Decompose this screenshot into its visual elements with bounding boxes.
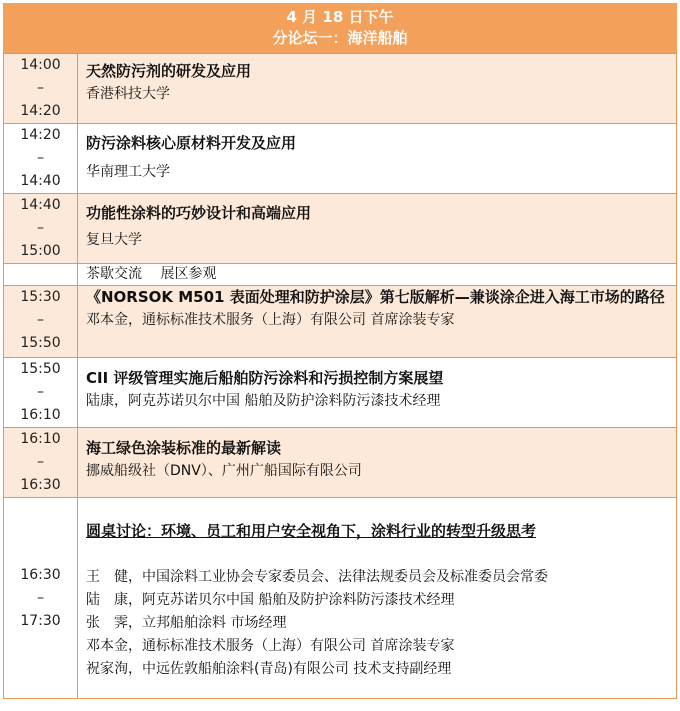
time-cell [4, 498, 78, 699]
time-dash: – [37, 454, 44, 470]
content-cell [78, 428, 677, 498]
session-title: CII 评级管理实施后船舶防污涂料和污损控制方案展望 [86, 369, 444, 387]
forum-label: 分论坛一：海洋船舶 [272, 29, 408, 47]
panelist: 张 霁，立邦船舶涂料 市场经理 [86, 615, 287, 631]
session-title: 防污涂料核心原材料开发及应用 [86, 134, 297, 152]
end-time: 14:20 [20, 103, 61, 119]
session-row [4, 124, 677, 194]
end-time: 16:30 [20, 477, 61, 493]
panelist: 王 健，中国涂料工业协会专家委员会、法律法规委员会及标准委员会常委 [86, 569, 548, 585]
session-title: 功能性涂料的巧妙设计和高端应用 [86, 204, 312, 222]
time-cell [4, 428, 78, 498]
time-cell [4, 358, 78, 428]
end-time: 14:40 [20, 173, 61, 189]
content-cell [78, 124, 677, 194]
time-dash: – [37, 384, 44, 400]
content-cell [78, 286, 677, 358]
time-dash: – [37, 150, 44, 166]
content-cell [78, 358, 677, 428]
session-org: 邓本金，通标标准技术服务（上海）有限公司 首席涂装专家 [86, 312, 455, 328]
end-time: 15:50 [20, 335, 61, 351]
session-row [4, 358, 677, 428]
time-dash: – [37, 312, 44, 328]
time-dash: – [37, 220, 44, 236]
break-row [4, 264, 677, 286]
schedule-table [3, 53, 677, 699]
spacer [86, 543, 676, 566]
time-cell [4, 194, 78, 264]
panelist: 邓本金，通标标准技术服务（上海）有限公司 首席涂装专家 [86, 638, 455, 654]
session-org: 香港科技大学 [86, 86, 170, 102]
end-time: 15:00 [20, 243, 61, 259]
session-org: 陆康，阿克苏诺贝尔中国 船舶及防护涂料防污漆技术经理 [86, 393, 441, 409]
time-cell [4, 54, 78, 124]
session-row [4, 498, 677, 699]
session-title: 海工绿色涂装标准的最新解读 [86, 439, 282, 457]
session-row [4, 54, 677, 124]
session-title: 天然防污剂的研发及应用 [86, 62, 252, 80]
start-time: 16:30 [20, 567, 61, 583]
session-org: 华南理工大学 [86, 164, 170, 180]
start-time: 14:20 [20, 127, 61, 143]
end-time: 16:10 [20, 407, 61, 423]
end-time: 17:30 [20, 613, 61, 629]
content-cell [78, 498, 677, 699]
content-cell [78, 54, 677, 124]
content-cell [78, 194, 677, 264]
start-time: 14:40 [20, 197, 61, 213]
start-time: 15:50 [20, 361, 61, 377]
panelist: 陆 康，阿克苏诺贝尔中国 船舶及防护涂料防污漆技术经理 [86, 592, 455, 608]
break-label: 茶歇交流 展区参观 [86, 266, 217, 282]
session-org: 复旦大学 [86, 232, 142, 248]
time-cell-empty [4, 264, 78, 286]
start-time: 16:10 [20, 431, 61, 447]
roundtable-title: 圆桌讨论：环境、员工和用户安全视角下，涂料行业的转型升级思考 [86, 522, 537, 540]
agenda-sheet [3, 3, 677, 699]
date-label: 4 月 18 日下午 [286, 8, 394, 26]
session-title: 《NORSOK M501 表面处理和防护涂层》第七版解析—兼谈涂企进入海工市场的路径 [86, 288, 665, 306]
time-dash: – [37, 80, 44, 96]
session-row [4, 286, 677, 358]
time-cell [4, 286, 78, 358]
session-row [4, 194, 677, 264]
session-org: 挪威船级社（DNV）、广州广船国际有限公司 [86, 463, 362, 479]
session-row [4, 428, 677, 498]
agenda-header [3, 3, 677, 53]
panelist: 祝家洵，中远佐敦船舶涂料(青岛)有限公司 技术支持副经理 [86, 661, 452, 677]
content-cell [78, 264, 677, 286]
start-time: 15:30 [20, 289, 61, 305]
time-cell [4, 124, 78, 194]
start-time: 14:00 [20, 57, 61, 73]
time-dash: – [37, 590, 44, 606]
